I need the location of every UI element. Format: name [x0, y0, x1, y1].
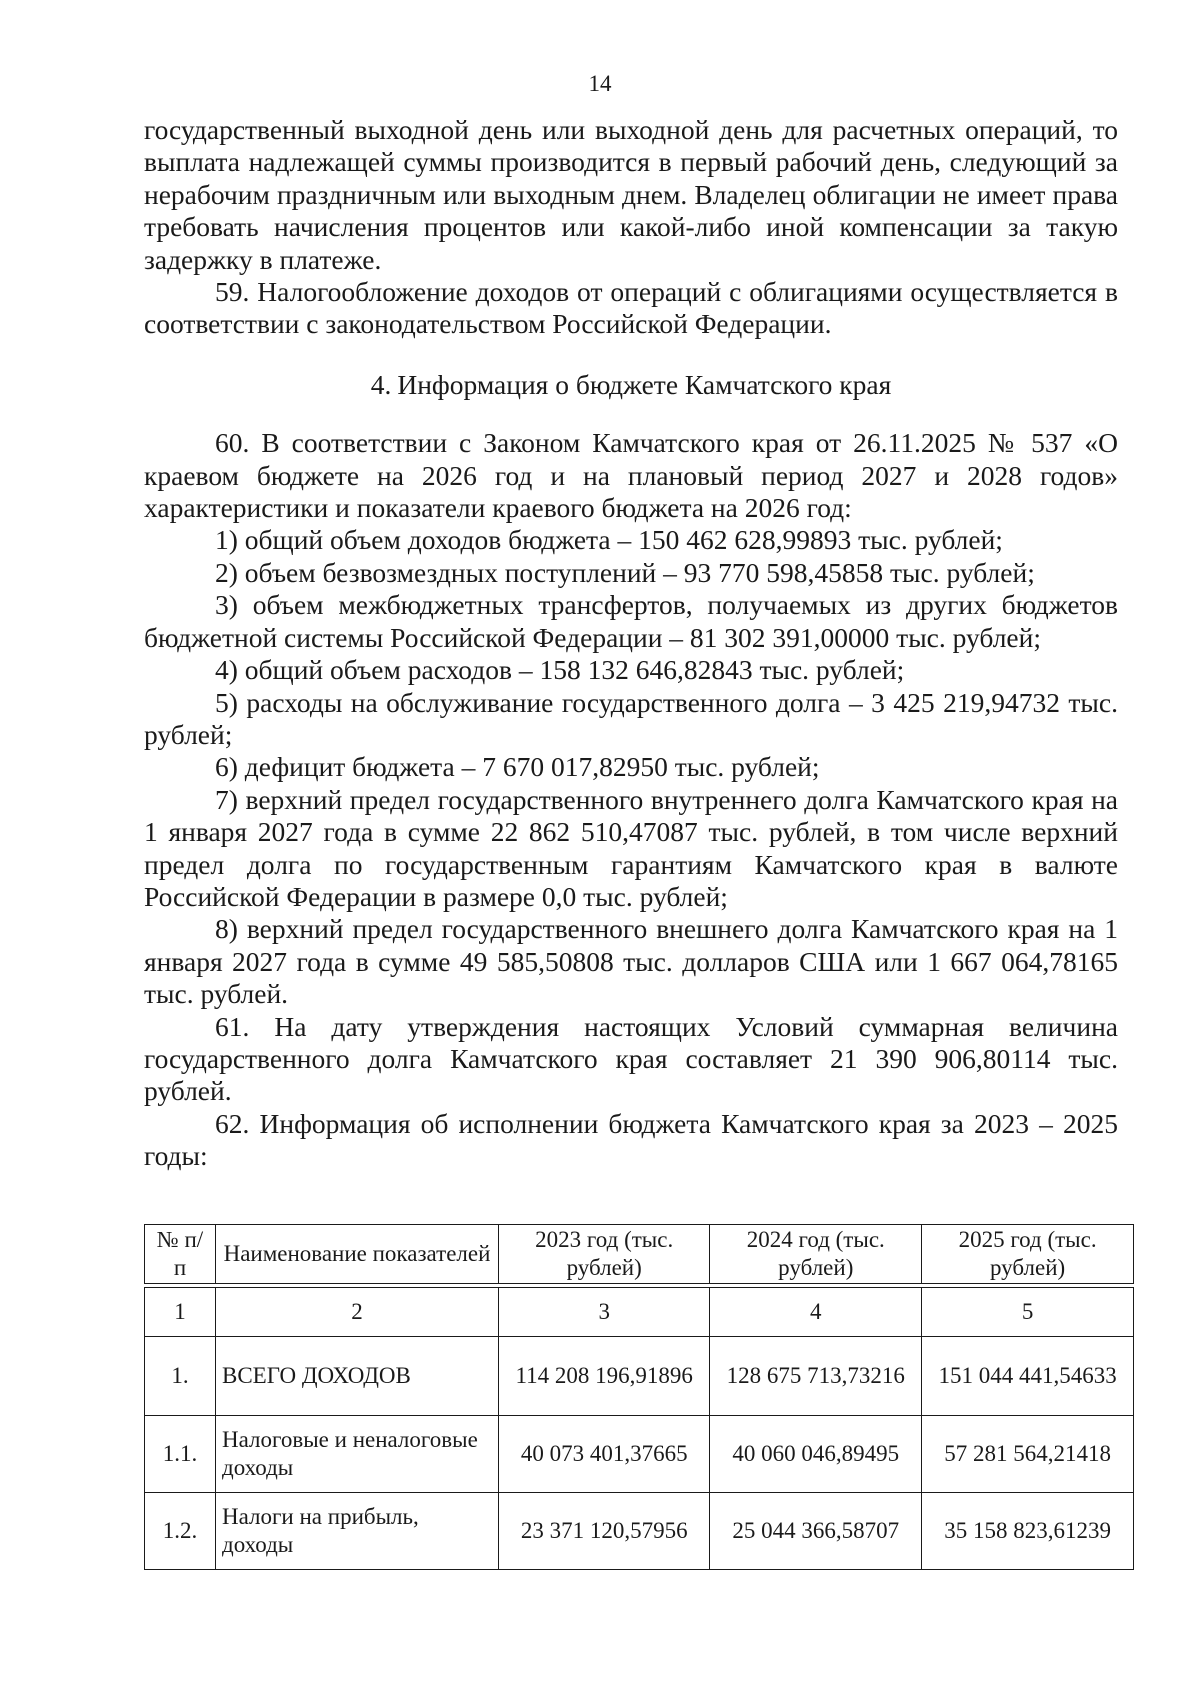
column-number: 3	[499, 1288, 710, 1337]
table-row	[145, 1493, 1134, 1570]
list-item-3: 3) объем межбюджетных трансфертов, получаемых из других бюджетов бюджетной системы Российской Федерации – 81 302 391,00000 тыс. рублей;	[144, 589, 1118, 653]
paragraph-continuation: государственный выходной день или выходной день для расчетных операций, то выплата надлежащей суммы производится в первый рабочий день, следующий за нерабочим праздничным или выходным днем. Владелец облигации не имеет права требовать начисления процентов или какой-либо иной компенсации за такую задержку в платеже.	[144, 114, 1118, 275]
paragraph-59: 59. Налогообложение доходов от операций с облигациями осуществляется в соответствии с законодательством Российской Федерации.	[144, 276, 1118, 340]
list-item-6: 6) дефицит бюджета – 7 670 017,82950 тыс. рублей;	[215, 751, 820, 783]
paragraph-60: 60. В соответствии с Законом Камчатского края от 26.11.2025 № 537 «О краевом бюджете на 2026 год и на плановый период 2027 и 2028 годов» характеристики и показатели краевого бюджета на 2026 год:	[144, 427, 1118, 524]
list-item-2: 2) объем безвозмездных поступлений – 93 770 598,45858 тыс. рублей;	[215, 556, 1035, 588]
row-value-2024: 25 044 366,58707	[710, 1493, 922, 1570]
row-value-2025: 151 044 441,54633	[922, 1337, 1134, 1416]
row-num: 1.	[145, 1337, 216, 1416]
document-body	[144, 114, 1118, 1173]
row-name: ВСЕГО ДОХОДОВ	[216, 1337, 499, 1416]
row-value-2023: 40 073 401,37665	[499, 1416, 710, 1493]
list-item-7: 7) верхний предел государственного внутреннего долга Камчатского края на 1 января 2027 года в сумме 22 862 510,47087 тыс. рублей, в том числе верхний предел долга по государственным гарантиям Камчатского края в валюте Российской Федерации в размере 0,0 тыс. рублей;	[144, 783, 1118, 912]
list-item-8: 8) верхний предел государственного внешнего долга Камчатского края на 1 января 2027 года в сумме 49 585,50808 тыс. долларов США или 1 667 064,78165 тыс. рублей.	[144, 913, 1118, 1010]
list-item-5: 5) расходы на обслуживание государственного долга – 3 425 219,94732 тыс. рублей;	[144, 686, 1118, 750]
list-item-4: 4) общий объем расходов – 158 132 646,82843 тыс. рублей;	[215, 654, 905, 686]
row-num: 1.2.	[145, 1493, 216, 1570]
row-name: Налоги на прибыль, доходы	[216, 1493, 499, 1570]
section-heading-number: 4.	[370, 368, 392, 400]
table-column-numbers-row	[145, 1288, 1134, 1337]
header-2023: 2023 год (тыс. рублей)	[499, 1225, 710, 1284]
table-row	[145, 1337, 1134, 1416]
column-number: 5	[922, 1288, 1134, 1337]
section-heading	[144, 369, 1118, 401]
budget-execution-table	[144, 1224, 1134, 1570]
column-number: 2	[216, 1288, 499, 1337]
row-value-2025: 35 158 823,61239	[922, 1493, 1134, 1570]
paragraph-61: 61. На дату утверждения настоящих Условий суммарная величина государственного долга Камчатского края составляет 21 390 906,80114 тыс. рублей.	[144, 1010, 1118, 1107]
paragraph-62: 62. Информация об исполнении бюджета Камчатского края за 2023 – 2025 годы:	[144, 1107, 1118, 1172]
row-value-2023: 23 371 120,57956	[499, 1493, 710, 1570]
row-num: 1.1.	[145, 1416, 216, 1493]
header-name: Наименование показателей	[216, 1225, 499, 1284]
row-name: Налоговые и неналоговые доходы	[216, 1416, 499, 1493]
row-value-2023: 114 208 196,91896	[499, 1337, 710, 1416]
table-header-row	[145, 1225, 1134, 1284]
column-number: 4	[710, 1288, 922, 1337]
page-number: 14	[588, 71, 612, 96]
row-value-2024: 128 675 713,73216	[710, 1337, 922, 1416]
header-num: № п/п	[145, 1225, 216, 1284]
list-item-1: 1) общий объем доходов бюджета – 150 462 628,99893 тыс. рублей;	[215, 524, 1003, 556]
column-number: 1	[145, 1288, 216, 1337]
table-row	[145, 1416, 1134, 1493]
header-2025: 2025 год (тыс. рублей)	[922, 1225, 1134, 1284]
row-value-2025: 57 281 564,21418	[922, 1416, 1134, 1493]
row-value-2024: 40 060 046,89495	[710, 1416, 922, 1493]
section-heading-text: Информация о бюджете Камчатского края	[397, 368, 892, 400]
header-2024: 2024 год (тыс. рублей)	[710, 1225, 922, 1284]
